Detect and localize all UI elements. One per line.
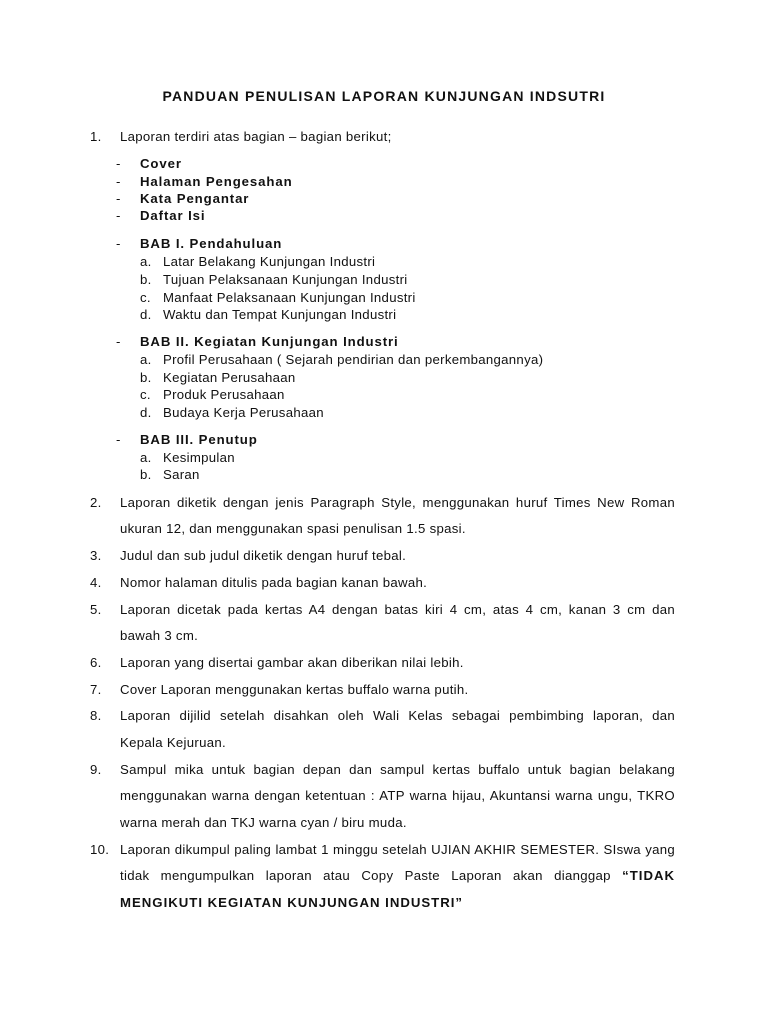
item-text-bold: MENGIKUTI KEGIATAN KUNJUNGAN INDUSTRI”	[120, 895, 464, 910]
section-heading: BAB III. Penutup	[140, 432, 258, 447]
item-number: 6.	[90, 655, 102, 670]
item-number: 2.	[90, 495, 102, 510]
list-item-text: Saran	[163, 467, 200, 482]
list-item	[0, 466, 768, 484]
item-text: Laporan dikumpul paling lambat 1 minggu setelah UJIAN AKHIR SEMESTER. SIswa yang	[120, 842, 675, 857]
letter-marker: c.	[140, 387, 151, 402]
list-item	[0, 289, 768, 307]
dash-bullet: -	[116, 334, 121, 349]
list-item	[0, 761, 768, 779]
letter-marker: a.	[140, 450, 152, 465]
item-text-bold: “TIDAK	[622, 868, 676, 883]
list-item	[0, 128, 768, 146]
list-item	[0, 547, 768, 565]
item-number: 1.	[90, 129, 102, 144]
dash-bullet: -	[116, 191, 121, 206]
list-item	[0, 404, 768, 422]
item-text: Nomor halaman ditulis pada bagian kanan bawah.	[120, 575, 428, 590]
item-text	[120, 894, 675, 912]
letter-marker: b.	[140, 272, 152, 287]
list-item	[0, 841, 768, 859]
list-item	[0, 271, 768, 289]
item-number: 8.	[90, 708, 102, 723]
list-item-continuation	[0, 520, 768, 538]
list-item-text: Manfaat Pelaksanaan Kunjungan Industri	[163, 290, 416, 305]
sub-item-pengesahan	[0, 173, 768, 191]
sub-item-bab1	[0, 235, 768, 253]
list-item	[0, 601, 768, 619]
sub-item-label: Daftar Isi	[140, 208, 206, 223]
sub-item-bab2	[0, 333, 768, 351]
item-text: Kepala Kejuruan.	[120, 735, 226, 750]
item-text: Sampul mika untuk bagian depan dan sampul kertas buffalo untuk bagian belakang	[120, 762, 675, 777]
letter-marker: d.	[140, 307, 152, 322]
list-item	[0, 494, 768, 512]
item-text-plain: tidak mengumpulkan laporan atau Copy Paste Laporan akan dianggap	[120, 868, 611, 883]
list-item-continuation	[0, 627, 768, 645]
list-item	[0, 574, 768, 592]
letter-marker: c.	[140, 290, 151, 305]
list-item-continuation	[0, 787, 768, 805]
list-item-text: Latar Belakang Kunjungan Industri	[163, 254, 376, 269]
letter-marker: a.	[140, 352, 152, 367]
list-item-text: Kesimpulan	[163, 450, 235, 465]
item-text: warna merah dan TKJ warna cyan / biru muda.	[120, 815, 407, 830]
item-text: Laporan diketik dengan jenis Paragraph Style, menggunakan huruf Times New Roman	[120, 495, 675, 510]
list-item	[0, 386, 768, 404]
dash-bullet: -	[116, 236, 121, 251]
list-item-text: Produk Perusahaan	[163, 387, 285, 402]
sub-item-label: Cover	[140, 156, 182, 171]
list-item-continuation	[0, 867, 768, 885]
list-item	[0, 253, 768, 271]
item-number: 5.	[90, 602, 102, 617]
dash-bullet: -	[116, 174, 121, 189]
item-number: 10.	[90, 842, 110, 857]
list-item	[0, 369, 768, 387]
list-item-continuation	[0, 814, 768, 832]
sub-item-label: Kata Pengantar	[140, 191, 250, 206]
list-item	[0, 654, 768, 672]
dash-bullet: -	[116, 208, 121, 223]
list-item	[0, 449, 768, 467]
item-text: Laporan yang disertai gambar akan diberikan nilai lebih.	[120, 655, 464, 670]
list-item-text: Tujuan Pelaksanaan Kunjungan Industri	[163, 272, 408, 287]
letter-marker: b.	[140, 370, 152, 385]
item-text: menggunakan warna dengan ketentuan : ATP warna hijau, Akuntansi warna ungu, TKRO	[120, 788, 675, 803]
item-number: 3.	[90, 548, 102, 563]
item-number: 9.	[90, 762, 102, 777]
letter-marker: d.	[140, 405, 152, 420]
letter-marker: b.	[140, 467, 152, 482]
item-text: Cover Laporan menggunakan kertas buffalo warna putih.	[120, 682, 469, 697]
item-text: Laporan terdiri atas bagian – bagian berikut;	[120, 129, 392, 144]
list-item	[0, 351, 768, 369]
item-number: 4.	[90, 575, 102, 590]
item-text	[120, 867, 675, 885]
item-text: ukuran 12, dan menggunakan spasi penulisan 1.5 spasi.	[120, 521, 466, 536]
list-item-continuation	[0, 734, 768, 752]
section-heading: BAB I. Pendahuluan	[140, 236, 283, 251]
sub-item-label: Halaman Pengesahan	[140, 174, 293, 189]
letter-marker: a.	[140, 254, 152, 269]
sub-item-bab3	[0, 431, 768, 449]
item-text: Laporan dicetak pada kertas A4 dengan batas kiri 4 cm, atas 4 cm, kanan 3 cm dan	[120, 602, 675, 617]
item-text: bawah 3 cm.	[120, 628, 199, 643]
list-item	[0, 306, 768, 324]
list-item	[0, 707, 768, 725]
page-title: PANDUAN PENULISAN LAPORAN KUNJUNGAN INDSUTRI	[162, 88, 606, 104]
item-text: Laporan dijilid setelah disahkan oleh Wali Kelas sebagai pembimbing laporan, dan	[120, 708, 675, 723]
list-item-text: Budaya Kerja Perusahaan	[163, 405, 324, 420]
list-item-text: Profil Perusahaan ( Sejarah pendirian dan perkembangannya)	[163, 352, 544, 367]
list-item-text: Waktu dan Tempat Kunjungan Industri	[163, 307, 397, 322]
list-item-continuation	[0, 894, 768, 912]
item-number: 7.	[90, 682, 102, 697]
sub-item-daftar-isi	[0, 207, 768, 225]
dash-bullet: -	[116, 156, 121, 171]
item-text: Judul dan sub judul diketik dengan huruf tebal.	[120, 548, 407, 563]
list-item-text: Kegiatan Perusahaan	[163, 370, 296, 385]
sub-item-cover	[0, 155, 768, 173]
dash-bullet: -	[116, 432, 121, 447]
list-item	[0, 681, 768, 699]
sub-item-pengantar	[0, 190, 768, 208]
section-heading: BAB II. Kegiatan Kunjungan Industri	[140, 334, 399, 349]
